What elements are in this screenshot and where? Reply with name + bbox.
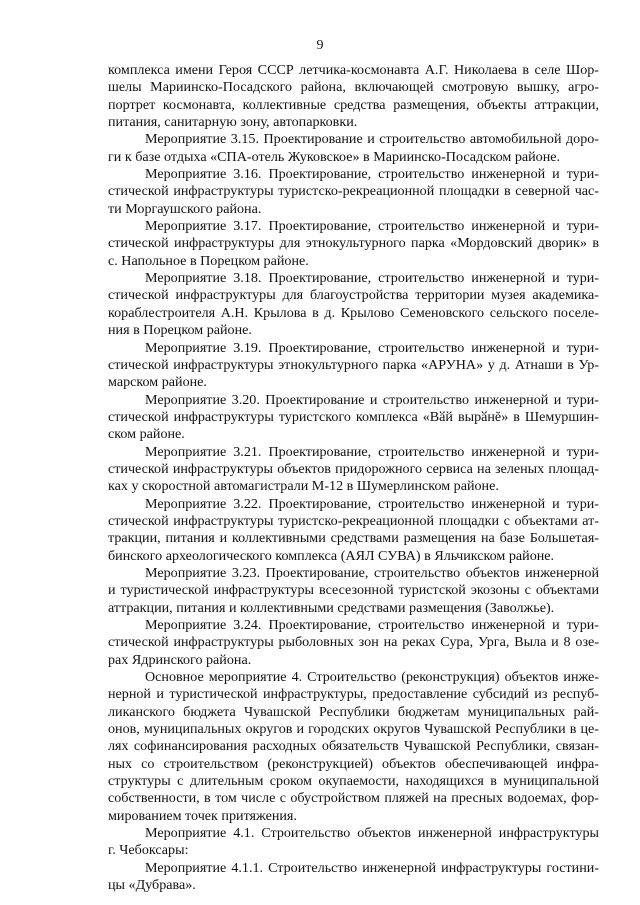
paragraph-line: структуры с длительным сроком окупаемости, находящихся в муниципальной xyxy=(108,773,599,790)
paragraph-line: стической инфраструктуры рыболовных зон на реках Сура, Урга, Выла и 8 озе- xyxy=(108,634,599,651)
paragraph xyxy=(108,340,599,392)
paragraph-line: г. Чебоксары: xyxy=(108,842,189,859)
paragraph-line: Мероприятие 3.18. Проектирование, строительство инженерной и тури- xyxy=(145,270,599,287)
paragraph-line: Мероприятие 3.16. Проектирование, строительство инженерной и тури- xyxy=(145,166,599,183)
paragraph-line: онов, муниципальных округов и городских округов Чувашской Республики в це- xyxy=(108,721,599,738)
paragraph-line: Мероприятие 3.20. Проектирование и строительство инженерной и тури- xyxy=(145,391,599,408)
paragraph-line: Мероприятие 3.15. Проектирование и строительство автомобильной доро- xyxy=(145,131,599,148)
paragraph-line: ликанского бюджета Чувашской Республики бюджетам муниципальных рай- xyxy=(108,703,599,720)
paragraph-line: кораблестроителя А.Н. Крылова в д. Крылово Семеновского сельского поселе- xyxy=(108,304,599,321)
paragraph xyxy=(108,392,599,444)
paragraph-line: Мероприятие 3.19. Проектирование, строительство инженерной и тури- xyxy=(145,339,599,356)
paragraph xyxy=(108,496,599,565)
paragraph-line: марском районе. xyxy=(108,374,207,391)
paragraph-line: шелы Мариинско-Посадского района, включающей смотровую вышку, агро- xyxy=(108,79,599,96)
document-body xyxy=(108,62,599,895)
paragraph xyxy=(108,62,599,131)
paragraph-line: Мероприятие 4.1. Строительство объектов инженерной инфраструктуры xyxy=(145,825,599,842)
paragraph xyxy=(108,565,599,617)
paragraph-line: рах Ядринского района. xyxy=(108,651,252,668)
paragraph-line: портрет космонавта, коллективные средства размещения, объекты аттракции, xyxy=(108,96,599,113)
paragraph xyxy=(108,218,599,270)
paragraph-line: ных со строительством (реконструкцией) объектов обеспечивающей инфра- xyxy=(108,755,599,772)
paragraph-line: Мероприятие 3.17. Проектирование, строительство инженерной и тури- xyxy=(145,218,599,235)
paragraph-line: стической инфраструктуры этнокультурного парка «АРУНА» у д. Атнаши в Ур- xyxy=(108,356,599,373)
paragraph xyxy=(108,617,599,669)
paragraph-line: аттракции, питания и коллективными средствами размещения (Заволжье). xyxy=(108,599,555,616)
paragraph-line: стической инфраструктуры объектов придорожного сервиса на зеленых площад- xyxy=(108,460,599,477)
paragraph-line: Основное мероприятие 4. Строительство (реконструкция) объектов инже- xyxy=(145,669,599,686)
paragraph xyxy=(108,669,599,825)
paragraph xyxy=(108,444,599,496)
paragraph-line: ском районе. xyxy=(108,426,185,443)
paragraph-line: ги к базе отдыха «СПА-отель Жуковское» в Мариинско-Посадском районе. xyxy=(108,148,561,165)
paragraph-line: Мероприятие 3.23. Проектирование, строительство объектов инженерной xyxy=(145,564,599,581)
paragraph-line: стической инфраструктуры для этнокультурного парка «Мордовский дворик» в xyxy=(108,235,599,252)
paragraph-line: Мероприятие 3.21. Проектирование, строительство инженерной и тури- xyxy=(145,443,599,460)
paragraph-line: Мероприятие 4.1.1. Строительство инженерной инфраструктуры гостини- xyxy=(145,859,599,876)
paragraph xyxy=(108,860,599,895)
paragraph-line: бинского археологического комплекса (АЯЛ СУВА) в Яльчикском районе. xyxy=(108,547,555,564)
paragraph-line: мированием точек притяжения. xyxy=(108,807,297,824)
paragraph xyxy=(108,270,599,339)
paragraph xyxy=(108,825,599,860)
paragraph-line: ках у скоростной автомагистрали М-12 в Шумерлинском районе. xyxy=(108,478,499,495)
paragraph-line: стической инфраструктуры туристско-рекреационной площадки с объектами ат- xyxy=(108,512,599,529)
paragraph-line: лях софинансирования расходных обязательств Чувашской Республики, связан- xyxy=(108,738,599,755)
paragraph-line: стической инфраструктуры туристского комплекса «Вӑй вырӑнĕ» в Шемуршин- xyxy=(108,408,599,425)
paragraph xyxy=(108,131,599,166)
paragraph-line: ти Моргаушского района. xyxy=(108,200,262,217)
paragraph-line: тракции, питания и коллективными средствами размещения на базе Большетая- xyxy=(108,530,599,547)
paragraph-line: с. Напольное в Порецком районе. xyxy=(108,252,309,269)
paragraph-line: цы «Дубрава». xyxy=(108,877,196,894)
paragraph-line: нерной и туристической инфраструктуры, предоставление субсидий из респуб- xyxy=(108,686,599,703)
paragraph-line: комплекса имени Героя СССР летчика-космонавта А.Г. Николаева в селе Шор- xyxy=(108,62,599,78)
paragraph-line: питания, санитарную зону, автопарковки. xyxy=(108,114,358,131)
page-number: 9 xyxy=(316,38,324,53)
paragraph-line: Мероприятие 3.24. Проектирование, строительство инженерной и тури- xyxy=(145,617,599,633)
paragraph xyxy=(108,166,599,218)
paragraph-line: Мероприятие 3.22. Проектирование, строительство инженерной и тури- xyxy=(145,495,599,512)
paragraph-line: стической инфраструктуры туристско-рекреационной площадки в северной час- xyxy=(108,183,599,200)
paragraph-line: стической инфраструктуры для благоустройства территории музея академика- xyxy=(108,287,599,304)
paragraph-line: ния в Порецком районе. xyxy=(108,322,252,339)
paragraph-line: и туристической инфраструктуры всесезонной туристской экозоны с объектами xyxy=(108,582,599,599)
paragraph-line: собственности, в том числе с обустройством пляжей на пресных водоемах, фор- xyxy=(108,790,599,807)
